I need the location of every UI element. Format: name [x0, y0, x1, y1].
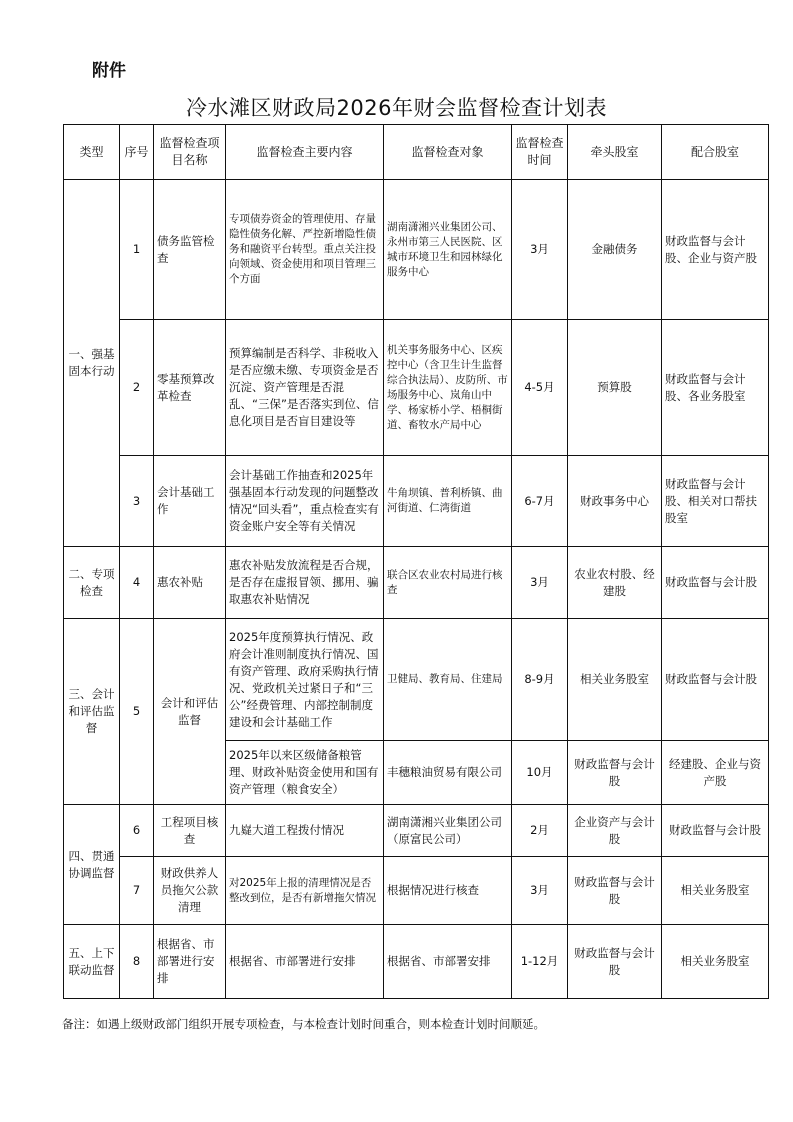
- table-row: [64, 456, 769, 547]
- seq-cell: 6: [120, 805, 154, 857]
- header-target: 监督检查对象: [384, 125, 512, 180]
- header-time: 监督检查时间: [512, 125, 568, 180]
- table-row: [64, 547, 769, 619]
- coop-cell: 相关业务股室: [662, 925, 769, 999]
- lead-cell: 企业资产与会计股: [568, 805, 662, 857]
- page-title: 冷水滩区财政局2026年财会监督检查计划表: [186, 96, 607, 120]
- time-cell: 2月: [512, 805, 568, 857]
- group-cell: 四、贯通协调监督: [64, 805, 120, 925]
- target-cell: 湖南潇湘兴业集团公司、永州市第三人民医院、区城市环境卫生和园林绿化服务中心: [384, 180, 512, 320]
- target-cell: 牛角坝镇、普利桥镇、曲河街道、仁湾街道: [384, 456, 512, 547]
- table-row: [64, 925, 769, 999]
- header-type: 类型: [64, 125, 120, 180]
- coop-cell: 相关业务股室: [662, 857, 769, 925]
- group-cell: 一、强基固本行动: [64, 180, 120, 547]
- seq-cell: 5: [120, 619, 154, 805]
- item-cell: 根据省、市部署进行安排: [154, 925, 226, 999]
- header-coop: 配合股室: [662, 125, 769, 180]
- table-row: [64, 320, 769, 456]
- content-cell: 惠农补贴发放流程是否合规，是否存在虚报冒领、挪用、骗取惠农补贴情况: [226, 547, 384, 619]
- time-cell: 1-12月: [512, 925, 568, 999]
- target-cell: 根据省、市部署安排: [384, 925, 512, 999]
- coop-cell: 财政监督与会计股、各业务股室: [662, 320, 769, 456]
- lead-cell: 财政监督与会计股: [568, 741, 662, 805]
- table-header-row: [64, 125, 769, 180]
- lead-cell: 财政监督与会计股: [568, 857, 662, 925]
- table-row: [64, 805, 769, 857]
- header-item: 监督检查项目名称: [154, 125, 226, 180]
- item-cell: 会计基础工作: [154, 456, 226, 547]
- lead-cell: 农业农村股、经建股: [568, 547, 662, 619]
- header-content: 监督检查主要内容: [226, 125, 384, 180]
- time-cell: 4-5月: [512, 320, 568, 456]
- lead-cell: 财政监督与会计股: [568, 925, 662, 999]
- coop-cell: 财政监督与会计股、相关对口帮扶股室: [662, 456, 769, 547]
- target-cell: 联合区农业农村局进行核查: [384, 547, 512, 619]
- coop-cell: 经建股、企业与资产股: [662, 741, 769, 805]
- item-cell: 债务监管检查: [154, 180, 226, 320]
- item-cell: 会计和评估监督: [154, 619, 226, 805]
- header-seq: 序号: [120, 125, 154, 180]
- time-cell: 6-7月: [512, 456, 568, 547]
- header-lead: 牵头股室: [568, 125, 662, 180]
- target-cell: 丰穗粮油贸易有限公司: [384, 741, 512, 805]
- content-cell: 2025年以来区级储备粮管理、财政补贴资金使用和国有资产管理（粮食安全）: [226, 741, 384, 805]
- coop-cell: 财政监督与会计股、企业与资产股: [662, 180, 769, 320]
- target-cell: 湖南潇湘兴业集团公司（原富民公司）: [384, 805, 512, 857]
- lead-cell: 相关业务股室: [568, 619, 662, 741]
- seq-cell: 4: [120, 547, 154, 619]
- content-cell: 2025年度预算执行情况、政府会计准则制度执行情况、国有资产管理、政府采购执行情况、党政机关过紧日子和“三公”经费管理、内部控制制度建设和会计基础工作: [226, 619, 384, 741]
- coop-cell: 财政监督与会计股: [662, 547, 769, 619]
- table-row: [64, 180, 769, 320]
- group-cell: 三、会计和评估监督: [64, 619, 120, 805]
- time-cell: 10月: [512, 741, 568, 805]
- content-cell: 专项债券资金的管理使用、存量隐性债务化解、严控新增隐性债务和融资平台转型。重点关注投向领域、资金使用和项目管理三个方面: [226, 180, 384, 320]
- target-cell: 卫健局、教育局、住建局: [384, 619, 512, 741]
- target-cell: 根据情况进行核查: [384, 857, 512, 925]
- seq-cell: 2: [120, 320, 154, 456]
- item-cell: 惠农补贴: [154, 547, 226, 619]
- group-cell: 五、上下联动监督: [64, 925, 120, 999]
- item-cell: 财政供养人员拖欠公款清理: [154, 857, 226, 925]
- seq-cell: 8: [120, 925, 154, 999]
- group-cell: 二、专项检查: [64, 547, 120, 619]
- lead-cell: 预算股: [568, 320, 662, 456]
- coop-cell: 财政监督与会计股: [662, 619, 769, 741]
- time-cell: 3月: [512, 857, 568, 925]
- seq-cell: 1: [120, 180, 154, 320]
- footnote: 备注：如遇上级财政部门组织开展专项检查，与本检查计划时间重合，则本检查计划时间顺延。: [62, 1017, 545, 1031]
- attachment-label: 附件: [92, 61, 126, 81]
- seq-cell: 3: [120, 456, 154, 547]
- seq-cell: 7: [120, 857, 154, 925]
- item-cell: 零基预算改革检查: [154, 320, 226, 456]
- lead-cell: 金融债务: [568, 180, 662, 320]
- content-cell: 根据省、市部署进行安排: [226, 925, 384, 999]
- lead-cell: 财政事务中心: [568, 456, 662, 547]
- time-cell: 3月: [512, 547, 568, 619]
- content-cell: 预算编制是否科学、非税收入是否应缴未缴、专项资金是否沉淀、资产管理是否混乱、“三保”是否落实到位、信息化项目是否盲目建设等: [226, 320, 384, 456]
- table-row: [64, 619, 769, 741]
- time-cell: 3月: [512, 180, 568, 320]
- coop-cell: 财政监督与会计股: [662, 805, 769, 857]
- time-cell: 8-9月: [512, 619, 568, 741]
- table-row: [64, 857, 769, 925]
- plan-table: [63, 124, 769, 999]
- target-cell: 机关事务服务中心、区疾控中心（含卫生计生监督综合执法局）、皮防所、市场服务中心、岚角山中学、杨家桥小学、梧桐街道、畜牧水产局中心: [384, 320, 512, 456]
- content-cell: 会计基础工作抽查和2025年强基固本行动发现的问题整改情况“回头看”，重点检查实有资金账户安全等有关情况: [226, 456, 384, 547]
- content-cell: 对2025年上报的清理情况是否整改到位，是否有新增拖欠情况: [226, 857, 384, 925]
- item-cell: 工程项目核查: [154, 805, 226, 857]
- content-cell: 九嶷大道工程拨付情况: [226, 805, 384, 857]
